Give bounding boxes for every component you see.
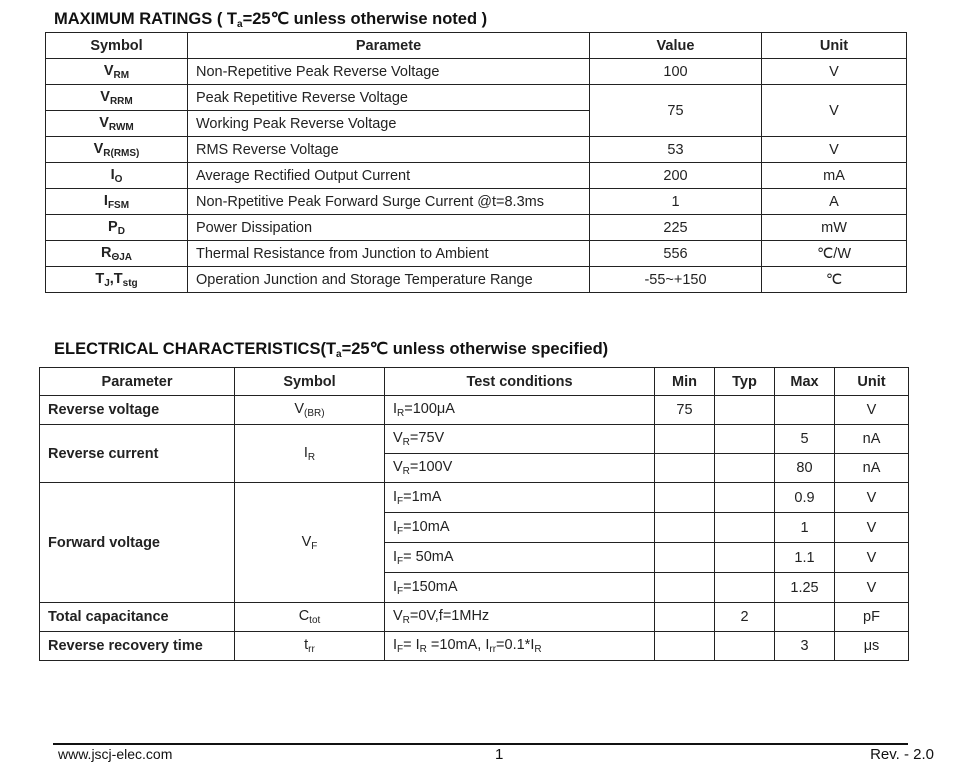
header-unit: Unit xyxy=(835,368,909,396)
condition-text: I xyxy=(393,548,398,565)
condition-subscript: rr xyxy=(489,644,497,655)
typ-cell xyxy=(715,425,775,454)
unit-cell: V xyxy=(762,137,907,163)
title-text: =25℃ unless otherwise specified) xyxy=(341,340,609,358)
unit-cell: V xyxy=(835,483,909,513)
value-cell: -55~+150 xyxy=(590,267,762,293)
header-typ: Typ xyxy=(715,368,775,396)
table-row xyxy=(46,163,907,189)
symbol-subscript: tot xyxy=(309,615,321,626)
symbol-subscript: F xyxy=(311,540,318,552)
symbol-cell xyxy=(46,189,188,215)
unit-cell: μs xyxy=(835,632,909,661)
table-row xyxy=(40,396,909,425)
value-cell: 75 xyxy=(590,85,762,137)
parameter-cell: Total capacitance xyxy=(40,603,235,632)
min-cell xyxy=(655,483,715,513)
table-row xyxy=(40,603,909,632)
condition-subscript: F xyxy=(397,644,404,655)
condition-subscript: R xyxy=(419,644,427,655)
symbol-cell xyxy=(235,632,385,661)
parameter-cell: Working Peak Reverse Voltage xyxy=(188,111,590,137)
unit-cell: V xyxy=(835,573,909,603)
unit-cell: V xyxy=(835,543,909,573)
condition-text: V xyxy=(393,608,403,624)
value-cell: 200 xyxy=(590,163,762,189)
typ-cell xyxy=(715,573,775,603)
max-cell: 5 xyxy=(775,425,835,454)
symbol-main: t xyxy=(304,637,309,653)
symbol-cell xyxy=(235,396,385,425)
unit-cell: V xyxy=(835,513,909,543)
title-text: ELECTRICAL CHARACTERISTICS(T xyxy=(54,340,337,358)
parameter-cell: Forward voltage xyxy=(40,483,235,603)
unit-cell: pF xyxy=(835,603,909,632)
symbol-subscript: stg xyxy=(122,277,138,289)
test-condition-cell xyxy=(385,454,655,483)
test-condition-cell xyxy=(385,513,655,543)
condition-text: I xyxy=(393,578,398,595)
symbol-main: T xyxy=(95,270,105,287)
symbol-main: ,T xyxy=(109,270,123,287)
min-cell xyxy=(655,573,715,603)
condition-subscript: F xyxy=(397,525,404,537)
symbol-main: V xyxy=(93,140,104,157)
symbol-main: V xyxy=(301,533,312,550)
electrical-characteristics-title xyxy=(54,339,608,360)
unit-cell: mW xyxy=(762,215,907,241)
condition-text: I xyxy=(393,488,398,505)
condition-subscript: F xyxy=(397,585,404,597)
condition-text: I xyxy=(393,401,398,417)
footer-revision: Rev. - 2.0 xyxy=(870,746,934,763)
min-cell: 75 xyxy=(655,396,715,425)
max-cell xyxy=(775,396,835,425)
table-row xyxy=(46,85,907,111)
unit-cell: V xyxy=(762,85,907,137)
condition-subscript: R xyxy=(534,644,542,655)
condition-subscript: F xyxy=(397,495,404,507)
title-subscript: a xyxy=(237,19,243,30)
table-row xyxy=(46,241,907,267)
symbol-cell xyxy=(46,85,188,111)
condition-subscript: R xyxy=(402,615,410,626)
symbol-main: P xyxy=(108,218,118,235)
max-cell: 1.1 xyxy=(775,543,835,573)
symbol-main: R xyxy=(100,244,112,261)
unit-cell: V xyxy=(835,396,909,425)
unit-cell: nA xyxy=(835,454,909,483)
typ-cell: 2 xyxy=(715,603,775,632)
min-cell xyxy=(655,425,715,454)
condition-text: = I xyxy=(403,637,420,653)
min-cell xyxy=(655,543,715,573)
condition-subscript: R xyxy=(402,437,410,448)
parameter-cell: Non-Repetitive Peak Reverse Voltage xyxy=(188,59,590,85)
value-cell: 556 xyxy=(590,241,762,267)
header-value: Value xyxy=(590,33,762,59)
min-cell xyxy=(655,513,715,543)
symbol-subscript: O xyxy=(114,173,123,185)
condition-text: =150mA xyxy=(403,578,458,595)
symbol-subscript: R xyxy=(307,451,316,463)
header-parameter: Parameter xyxy=(40,368,235,396)
parameter-cell: Reverse voltage xyxy=(40,396,235,425)
condition-text: I xyxy=(393,518,398,535)
max-cell: 3 xyxy=(775,632,835,661)
header-unit: Unit xyxy=(762,33,907,59)
table-row xyxy=(46,189,907,215)
symbol-main: V xyxy=(103,62,114,79)
footer-page-number: 1 xyxy=(495,746,504,763)
header-test-conditions: Test conditions xyxy=(385,368,655,396)
unit-cell: mA xyxy=(762,163,907,189)
parameter-cell: Peak Repetitive Reverse Voltage xyxy=(188,85,590,111)
symbol-subscript: RRM xyxy=(109,95,133,107)
test-condition-cell xyxy=(385,396,655,425)
condition-subscript: F xyxy=(397,555,404,567)
symbol-main: I xyxy=(110,166,115,183)
parameter-cell: Operation Junction and Storage Temperature Range xyxy=(188,267,590,293)
unit-cell: nA xyxy=(835,425,909,454)
condition-subscript: R xyxy=(397,408,405,419)
symbol-main: I xyxy=(303,444,308,461)
table-row xyxy=(46,137,907,163)
symbol-main: V xyxy=(100,88,110,105)
unit-cell: ℃ xyxy=(762,267,907,293)
condition-text: V xyxy=(393,459,403,475)
min-cell xyxy=(655,454,715,483)
condition-text: =0V,f=1MHz xyxy=(409,608,490,624)
test-condition-cell xyxy=(385,573,655,603)
unit-cell: V xyxy=(762,59,907,85)
symbol-main: V xyxy=(99,114,109,131)
parameter-cell: Average Rectified Output Current xyxy=(188,163,590,189)
symbol-cell xyxy=(235,425,385,483)
unit-cell: A xyxy=(762,189,907,215)
symbol-subscript: R(RMS) xyxy=(103,147,140,159)
header-symbol: Symbol xyxy=(235,368,385,396)
max-cell: 0.9 xyxy=(775,483,835,513)
header-parameter: Paramete xyxy=(188,33,590,59)
header-max: Max xyxy=(775,368,835,396)
table-header-row xyxy=(40,368,909,396)
symbol-subscript: D xyxy=(117,225,125,237)
parameter-cell: Non-Rpetitive Peak Forward Surge Current @t=8.3ms xyxy=(188,189,590,215)
test-condition-cell xyxy=(385,543,655,573)
symbol-subscript: (BR) xyxy=(304,408,325,419)
symbol-cell xyxy=(46,267,188,293)
max-cell xyxy=(775,603,835,632)
test-condition-cell xyxy=(385,483,655,513)
min-cell xyxy=(655,632,715,661)
condition-text: =1mA xyxy=(403,488,442,505)
value-cell: 53 xyxy=(590,137,762,163)
symbol-subscript: ΘJA xyxy=(111,251,133,263)
symbol-subscript: FSM xyxy=(107,199,130,211)
condition-text: =100V xyxy=(409,459,453,475)
value-cell: 100 xyxy=(590,59,762,85)
electrical-characteristics-table xyxy=(39,367,909,661)
test-condition-cell xyxy=(385,603,655,632)
min-cell xyxy=(655,603,715,632)
condition-text: =0.1*I xyxy=(496,637,535,653)
condition-text: =75V xyxy=(409,430,445,446)
parameter-cell: Power Dissipation xyxy=(188,215,590,241)
condition-text: = 50mA xyxy=(403,548,454,565)
symbol-subscript: RWM xyxy=(108,121,134,133)
typ-cell xyxy=(715,396,775,425)
symbol-main: V xyxy=(294,401,305,417)
typ-cell xyxy=(715,632,775,661)
symbol-cell xyxy=(46,163,188,189)
symbol-cell xyxy=(235,603,385,632)
value-cell: 225 xyxy=(590,215,762,241)
table-row xyxy=(46,215,907,241)
parameter-cell: RMS Reverse Voltage xyxy=(188,137,590,163)
table-row xyxy=(40,632,909,661)
title-subscript: a xyxy=(336,349,342,360)
max-cell: 80 xyxy=(775,454,835,483)
symbol-main: I xyxy=(103,192,108,209)
condition-text: I xyxy=(393,637,398,653)
max-ratings-title xyxy=(54,9,487,30)
condition-text: =10mA xyxy=(403,518,450,535)
parameter-cell: Reverse current xyxy=(40,425,235,483)
typ-cell xyxy=(715,543,775,573)
symbol-main: C xyxy=(298,608,310,624)
footer-divider xyxy=(53,743,908,745)
symbol-cell xyxy=(46,111,188,137)
symbol-subscript: RM xyxy=(113,69,130,81)
symbol-cell xyxy=(235,483,385,603)
parameter-cell: Reverse recovery time xyxy=(40,632,235,661)
title-text: =25℃ unless otherwise noted ) xyxy=(242,10,488,28)
condition-subscript: R xyxy=(402,466,410,477)
test-condition-cell xyxy=(385,425,655,454)
max-cell: 1.25 xyxy=(775,573,835,603)
condition-text: V xyxy=(393,430,403,446)
value-cell: 1 xyxy=(590,189,762,215)
footer-website: www.jscj-elec.com xyxy=(58,746,173,762)
header-min: Min xyxy=(655,368,715,396)
condition-text: =10mA, I xyxy=(426,637,490,653)
table-row xyxy=(40,425,909,454)
symbol-cell xyxy=(46,137,188,163)
symbol-cell xyxy=(46,241,188,267)
typ-cell xyxy=(715,454,775,483)
parameter-cell: Thermal Resistance from Junction to Ambient xyxy=(188,241,590,267)
table-row xyxy=(46,267,907,293)
table-row xyxy=(46,59,907,85)
symbol-cell xyxy=(46,59,188,85)
typ-cell xyxy=(715,483,775,513)
table-header-row xyxy=(46,33,907,59)
title-text: MAXIMUM RATINGS ( T xyxy=(54,10,238,28)
symbol-cell xyxy=(46,215,188,241)
max-cell: 1 xyxy=(775,513,835,543)
symbol-subscript: J xyxy=(104,277,110,289)
typ-cell xyxy=(715,513,775,543)
unit-cell: ℃/W xyxy=(762,241,907,267)
max-ratings-table xyxy=(45,32,907,293)
table-row xyxy=(40,483,909,513)
symbol-subscript: rr xyxy=(308,644,315,655)
header-symbol: Symbol xyxy=(46,33,188,59)
test-condition-cell xyxy=(385,632,655,661)
condition-text: =100μA xyxy=(404,401,455,417)
